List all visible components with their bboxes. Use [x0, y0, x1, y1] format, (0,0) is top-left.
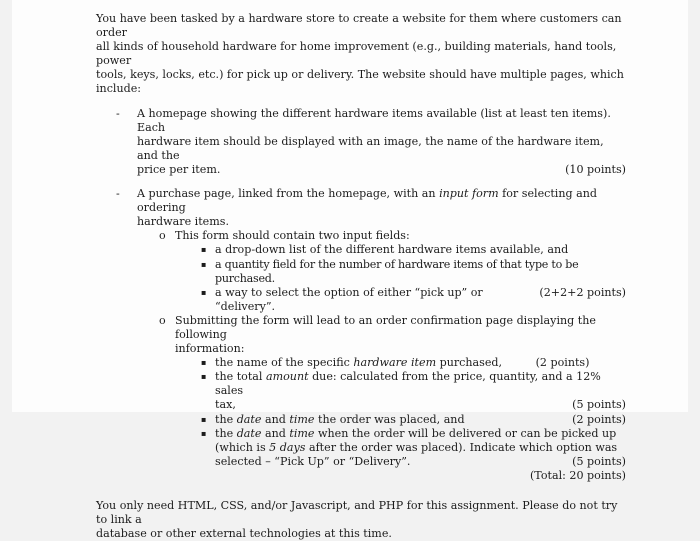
emphasis: hardware item: [353, 356, 437, 370]
confirmation-item: ▪ the date and time the order was placed, and (2 points): [201, 412, 626, 426]
closing-line: You only need HTML, CSS, and/or Javascript, and PHP for this assignment. Please do not try to link a: [96, 499, 618, 527]
form-points: (2+2+2 points): [539, 285, 626, 299]
confirmation-item: ▪ the name of the specific hardware item purchased, (2 points): [201, 356, 590, 370]
submit-subsection: o Submitting the form will lead to an order confirmation page displaying the following information:: [159, 313, 596, 356]
emphasis: date: [236, 426, 262, 440]
square-bullet: ▪: [201, 245, 207, 255]
closing-paragraph: [96, 499, 626, 541]
emphasis: time: [289, 426, 315, 440]
square-bullet: ▪: [201, 287, 207, 297]
square-bullet: ▪: [201, 414, 207, 424]
confirmation-item: ▪ the date and time when the order will be delivered or can be picked up (which is 5 days after the order was placed). Indicate which option was selected – “Pick Up” or “Delivery”. (5 points): [201, 426, 626, 468]
square-bullet: ▪: [201, 372, 207, 382]
emphasis: 5 days: [269, 440, 306, 454]
item-points: (2 points): [572, 412, 626, 426]
circle-bullet: o: [159, 313, 166, 327]
homepage-requirement: [96, 107, 626, 177]
homepage-points: (10 points): [565, 162, 626, 176]
emphasis: amount: [265, 370, 309, 384]
document-page: [12, 0, 688, 541]
form-subsection: [96, 229, 626, 243]
total-points: (Total: 20 points): [529, 468, 626, 482]
form-item: ▪ a way to select the option of either “pick up” or “delivery”. (2+2+2 points): [201, 285, 626, 313]
homepage-line: price per item.: [137, 162, 221, 176]
intro-line: all kinds of household hardware for home improvement (e.g., building materials, hand tools, power: [96, 40, 617, 68]
emphasis: time: [289, 412, 315, 426]
square-bullet: ▪: [201, 428, 207, 438]
item-points: (5 points): [572, 398, 626, 412]
form-item: ▪ a drop-down list of the different hardware items available, and: [201, 243, 569, 257]
purchase-requirement: [96, 187, 626, 483]
purchase-line: A purchase page, linked from the homepage, with an input form for selecting and ordering: [137, 187, 597, 215]
intro-line: You have been tasked by a hardware store to create a website for them where customers can order: [96, 12, 622, 40]
closing-line: database or other external technologies at this time.: [96, 527, 392, 541]
intro-paragraph: [96, 12, 626, 97]
square-bullet: ▪: [201, 259, 207, 269]
circle-bullet: o: [159, 229, 166, 243]
confirmation-item: ▪ the total amount due: calculated from the price, quantity, and a 12% sales tax, (5 points): [201, 370, 626, 412]
purchase-line: hardware items.: [137, 215, 229, 229]
form-heading: This form should contain two input fields:: [175, 229, 410, 243]
homepage-line: A homepage showing the different hardware items available (list at least ten items). Each: [137, 106, 611, 134]
assignment-text: [96, 12, 626, 541]
homepage-line: hardware item should be displayed with an image, the name of the hardware item, and the: [137, 134, 604, 162]
dash-bullet: -: [116, 106, 120, 120]
emphasis: input form: [439, 187, 499, 201]
dash-bullet: -: [116, 187, 120, 201]
form-item: ▪ a quantity field for the number of hardware items of that type to be purchased.: [201, 257, 579, 285]
emphasis: date: [236, 412, 262, 426]
item-points: (2 points): [535, 356, 590, 370]
item-points: (5 points): [572, 454, 626, 468]
square-bullet: ▪: [201, 358, 207, 368]
intro-line: tools, keys, locks, etc.) for pick up or delivery. The website should have multiple pages, which include:: [96, 68, 624, 96]
